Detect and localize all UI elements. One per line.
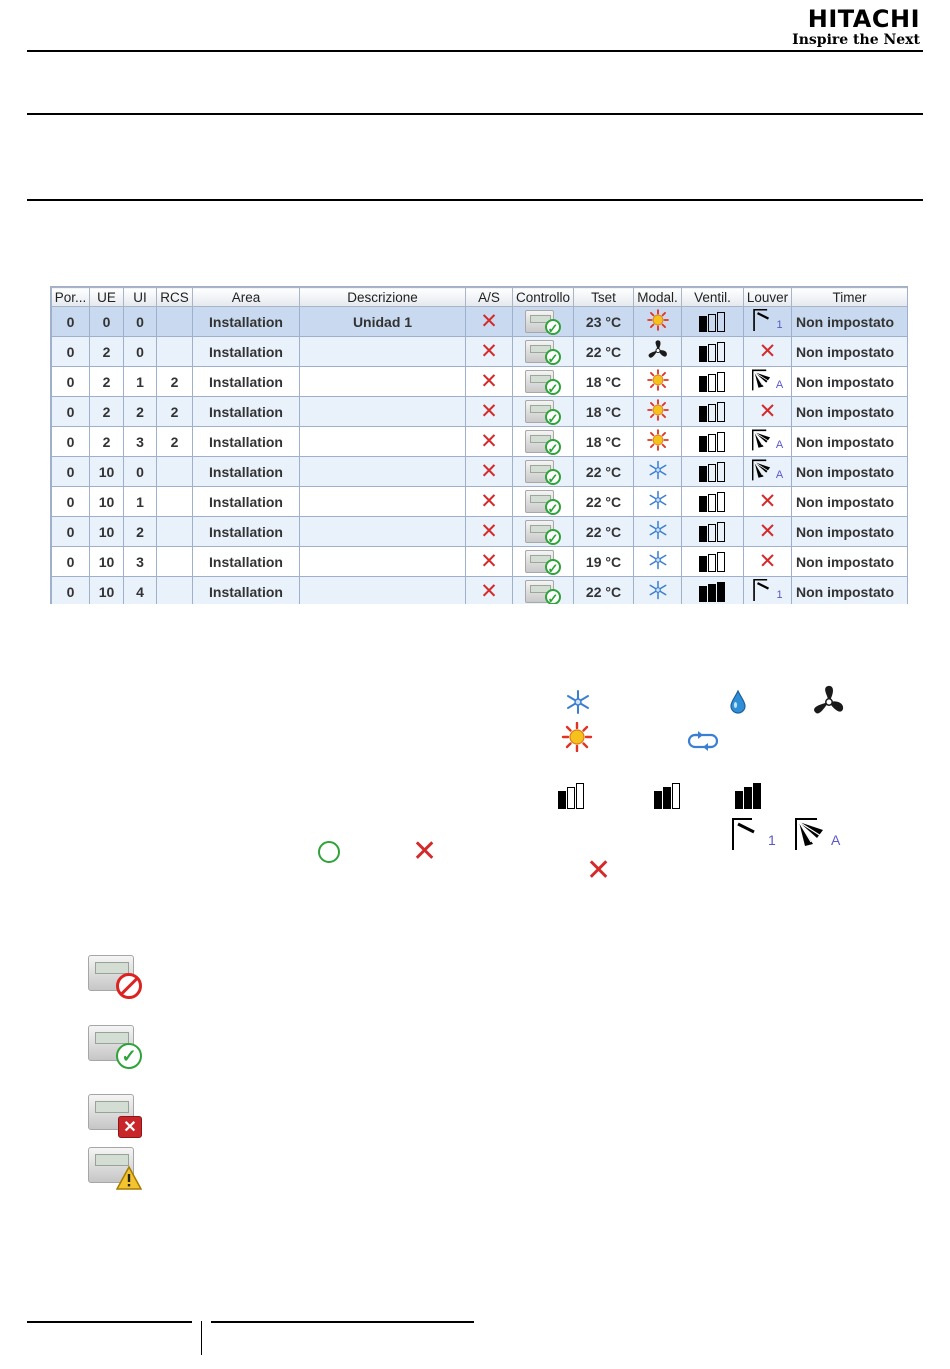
table-row[interactable] [52,517,908,547]
on-circle-icon [318,841,340,863]
cell-fan [682,367,744,397]
snowflake-cooling-icon [648,520,668,543]
cell-ui: 3 [124,427,157,457]
cell-area: Installation [193,397,300,427]
cell-louver [744,547,792,577]
cell-ue: 10 [90,457,124,487]
louver-auto-label: A [831,832,841,848]
cell-area: Installation [193,427,300,457]
cell-start-stop [466,577,513,605]
cell-control [513,487,574,517]
cell-ue: 10 [90,487,124,517]
column-header[interactable]: UI [124,288,157,307]
cell-start-stop [466,517,513,547]
cell-louver [744,487,792,517]
louver-auto-icon [752,369,783,391]
cell-tset [574,547,634,577]
cell-control [513,577,574,605]
cell-description [300,457,466,487]
louver-fixed-1-icon [752,309,782,331]
cell-fan [682,307,744,337]
table-row[interactable] [52,307,908,337]
cell-mode [634,427,682,457]
louver-auto-icon [795,818,845,850]
cell-rcs: 2 [157,427,193,457]
cell-ue: 0 [90,307,124,337]
remote-ok-icon: ✓ [88,1025,144,1069]
louver-none-icon: ✕ [758,489,777,513]
cell-start-stop [466,547,513,577]
table-row[interactable] [52,397,908,427]
cell-ue: 2 [90,397,124,427]
tset-value: 22 °C [585,343,622,360]
tset-value: 19 °C [585,553,622,570]
table-row[interactable] [52,547,908,577]
tset-value: 18 °C [585,373,622,390]
cell-port: 0 [52,397,90,427]
cell-description [300,487,466,517]
snowflake-cooling-icon [648,580,668,603]
cell-louver [744,427,792,457]
cell-ue: 10 [90,577,124,605]
cell-control [513,517,574,547]
off-cross-icon: ✕ [412,835,438,868]
cell-description [300,337,466,367]
off-cross-icon: ✕ [480,399,498,423]
footer-divider [201,1321,202,1355]
louver-none-icon: ✕ [758,399,777,423]
water-drop-dry-icon [727,689,749,715]
remote-ok-icon: ✓ [525,369,561,395]
cell-area: Installation [193,487,300,517]
fan-speed-icon [699,342,726,358]
tset-value: 18 °C [585,403,622,420]
table-row[interactable] [52,487,908,517]
cell-mode [634,577,682,605]
cell-tset [574,517,634,547]
cell-fan [682,547,744,577]
cell-tset [574,487,634,517]
cell-start-stop [466,457,513,487]
off-cross-icon: ✕ [480,309,498,333]
off-cross-icon: ✕ [480,459,498,483]
cell-fan [682,397,744,427]
cell-rcs [157,337,193,367]
cell-louver [744,517,792,547]
cell-port: 0 [52,517,90,547]
cell-control [513,457,574,487]
tset-value: 22 °C [585,463,622,480]
cell-control [513,367,574,397]
table-row[interactable] [52,457,908,487]
cell-timer: Non impostato [792,457,908,487]
cell-ui: 0 [124,457,157,487]
cell-mode [634,547,682,577]
cell-timer: Non impostato [792,577,908,605]
cell-tset [574,367,634,397]
hitachi-logo [792,6,920,48]
footer-rule-left [27,1321,192,1323]
cell-area: Installation [193,517,300,547]
remote-ok-icon: ✓ [525,309,561,335]
fan-speed-icon [699,312,726,328]
louver-fixed-1-icon [752,579,782,601]
cell-tset [574,307,634,337]
off-cross-icon: ✕ [480,429,498,453]
brand-tagline: Inspire the Next [792,32,920,48]
cell-timer: Non impostato [792,547,908,577]
sun-heating-icon [560,722,594,752]
cell-ui: 2 [124,517,157,547]
section-rule-top [27,113,923,115]
cell-area: Installation [193,337,300,367]
cell-ui: 4 [124,577,157,605]
cell-ui: 0 [124,307,157,337]
cell-rcs [157,307,193,337]
remote-error-icon: ✕ [88,1094,144,1138]
table-row[interactable] [52,427,908,457]
fan-speed-low-icon [558,783,585,809]
cell-area: Installation [193,307,300,337]
louver-label: 1 [776,319,783,331]
unit-grid [50,286,908,604]
cell-area: Installation [193,577,300,605]
louver-label: 1 [776,589,783,601]
snowflake-cooling-icon [648,460,668,483]
cell-louver [744,307,792,337]
cell-louver [744,577,792,605]
tset-value: 23 °C [585,313,622,330]
fan-speed-icon [699,552,726,568]
cell-ui: 1 [124,487,157,517]
cell-mode [634,487,682,517]
cell-timer: Non impostato [792,307,908,337]
table-row[interactable] [52,577,908,605]
remote-ok-icon: ✓ [525,459,561,485]
cell-ue: 2 [90,427,124,457]
remote-ok-icon: ✓ [525,339,561,365]
cell-ue: 10 [90,547,124,577]
fan-speed-icon [699,372,726,388]
cell-fan [682,517,744,547]
louver-fixed-1-icon [732,818,778,850]
cell-control [513,427,574,457]
fan-ventilation-icon [810,684,848,720]
cell-port: 0 [52,487,90,517]
table-row[interactable] [52,337,908,367]
cell-description [300,367,466,397]
unit-table [51,287,908,604]
snowflake-cooling-icon [648,550,668,573]
fan-icon [646,339,670,365]
tset-value: 22 °C [585,523,622,540]
cell-timer: Non impostato [792,487,908,517]
cell-timer: Non impostato [792,427,908,457]
cell-port: 0 [52,367,90,397]
snowflake-cooling-icon [565,689,591,715]
cell-timer: Non impostato [792,367,908,397]
cell-fan [682,457,744,487]
cell-timer: Non impostato [792,337,908,367]
auto-cycle-icon [686,730,720,752]
louver-none-icon: ✕ [758,549,777,573]
column-header[interactable]: Area [193,288,300,307]
remote-ok-icon: ✓ [525,399,561,425]
header-rule [27,50,923,52]
cell-mode [634,337,682,367]
fan-speed-icon [699,432,726,448]
fan-speed-high-icon [735,783,762,809]
cell-port: 0 [52,337,90,367]
cell-port: 0 [52,547,90,577]
remote-prohibited-icon [88,955,144,999]
off-cross-icon: ✕ [480,489,498,513]
table-body [52,307,908,605]
column-header[interactable]: Ventil. [682,288,744,307]
column-header[interactable]: Controllo [513,288,574,307]
cell-mode [634,517,682,547]
cell-timer: Non impostato [792,517,908,547]
louver-none-icon: ✕ [758,339,777,363]
cell-ue: 2 [90,367,124,397]
cell-start-stop [466,307,513,337]
column-header[interactable]: Timer [792,288,908,307]
remote-ok-icon: ✓ [525,519,561,545]
cell-area: Installation [193,547,300,577]
cell-rcs [157,547,193,577]
cell-description [300,397,466,427]
louver-none-cross-icon: ✕ [586,854,612,887]
column-header[interactable]: Modal. [634,288,682,307]
remote-ok-icon: ✓ [525,489,561,515]
remote-ok-icon: ✓ [525,549,561,575]
louver-fixed-label: 1 [768,832,776,848]
cell-ui: 3 [124,547,157,577]
remote-ok-icon: ✓ [525,429,561,455]
tset-value: 22 °C [585,493,622,510]
off-cross-icon: ✕ [480,519,498,543]
fan-speed-icon [699,492,726,508]
footer-rule-right [211,1321,474,1323]
louver-label: A [775,469,784,481]
cell-fan [682,577,744,605]
cell-tset [574,577,634,605]
cell-control [513,547,574,577]
brand-name: HITACHI [807,5,920,33]
cell-ue: 2 [90,337,124,367]
cell-description [300,547,466,577]
column-header[interactable]: Louver [744,288,792,307]
cell-description: Unidad 1 [300,307,466,337]
cell-tset [574,427,634,457]
cell-mode [634,307,682,337]
remote-warning-icon [88,1147,144,1191]
cell-mode [634,397,682,427]
off-cross-icon: ✕ [480,549,498,573]
section-rule-bottom [27,199,923,201]
cell-mode [634,367,682,397]
fan-speed-icon [699,522,726,538]
remote-ok-icon: ✓ [525,579,561,605]
fan-speed-icon [699,462,726,478]
cell-ue: 10 [90,517,124,547]
off-cross-icon: ✕ [480,369,498,393]
sun-heating-icon [646,369,670,394]
off-cross-icon: ✕ [480,579,498,603]
cell-area: Installation [193,367,300,397]
cell-fan [682,427,744,457]
cell-tset [574,457,634,487]
cell-rcs [157,487,193,517]
cell-ui: 1 [124,367,157,397]
louver-auto-icon [752,429,783,451]
cell-description [300,427,466,457]
cell-louver [744,337,792,367]
cell-start-stop [466,397,513,427]
off-cross-icon: ✕ [480,339,498,363]
cell-fan [682,337,744,367]
cell-mode [634,457,682,487]
cell-ui: 2 [124,397,157,427]
table-row[interactable] [52,367,908,397]
cell-ui: 0 [124,337,157,367]
column-header[interactable]: A/S [466,288,513,307]
sun-heating-icon [646,309,670,334]
cell-port: 0 [52,457,90,487]
cell-start-stop [466,487,513,517]
louver-label: A [775,379,784,391]
column-header[interactable]: Descrizione [300,288,466,307]
cell-fan [682,487,744,517]
cell-description [300,517,466,547]
louver-none-icon: ✕ [758,519,777,543]
cell-rcs [157,457,193,487]
cell-rcs: 2 [157,367,193,397]
fan-speed-icon [699,402,726,418]
cell-tset [574,397,634,427]
louver-label: A [775,439,784,451]
table-header-row [52,288,908,307]
cell-rcs [157,577,193,605]
cell-louver [744,397,792,427]
cell-start-stop [466,427,513,457]
cell-rcs: 2 [157,397,193,427]
louver-auto-icon [752,459,783,481]
cell-rcs [157,517,193,547]
column-header[interactable]: Tset [574,288,634,307]
cell-control [513,307,574,337]
cell-control [513,397,574,427]
cell-port: 0 [52,577,90,605]
cell-description [300,577,466,605]
column-header[interactable]: RCS [157,288,193,307]
cell-timer: Non impostato [792,397,908,427]
sun-heating-icon [646,429,670,454]
cell-tset [574,337,634,367]
column-header[interactable]: UE [90,288,124,307]
sun-heating-icon [646,399,670,424]
snowflake-cooling-icon [648,490,668,513]
cell-louver [744,367,792,397]
cell-start-stop [466,367,513,397]
cell-control [513,337,574,367]
tset-value: 18 °C [585,433,622,450]
cell-start-stop [466,337,513,367]
cell-area: Installation [193,457,300,487]
cell-port: 0 [52,307,90,337]
cell-louver [744,457,792,487]
column-header[interactable]: Por... [52,288,90,307]
tset-value: 22 °C [585,583,622,600]
cell-port: 0 [52,427,90,457]
fan-speed-medium-icon [654,783,681,809]
fan-speed-icon [699,582,726,598]
